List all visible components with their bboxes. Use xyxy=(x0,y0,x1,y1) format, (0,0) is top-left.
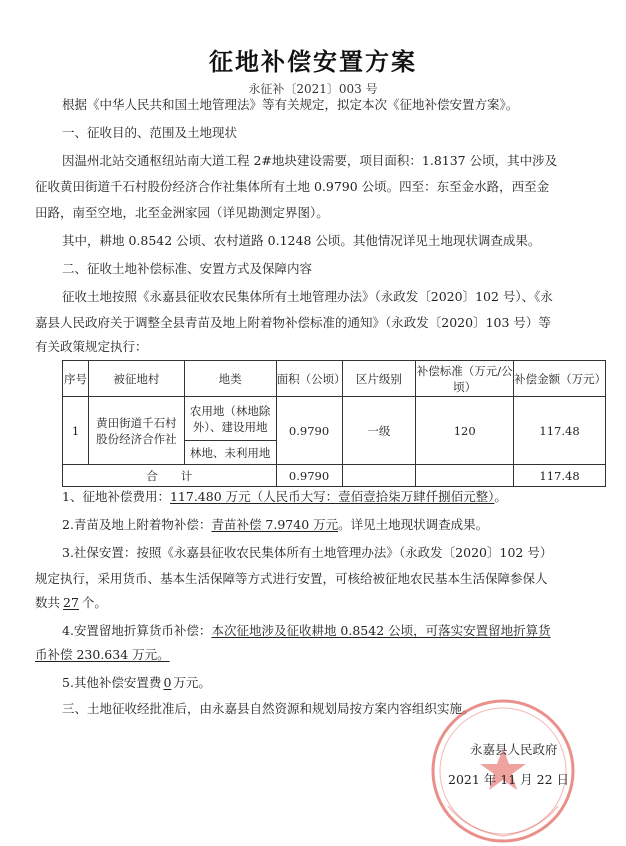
item2 xyxy=(62,512,488,538)
item2-label: 2.青苗及地上附着物补偿： xyxy=(62,517,212,532)
item2-suffix: 。详见土地现状调查成果。 xyxy=(338,517,489,532)
item4-line2 xyxy=(35,642,170,668)
cell-area: 0.9790 xyxy=(276,397,342,465)
cell-no: 1 xyxy=(63,397,89,465)
item3-prefix: 数共 xyxy=(35,595,61,610)
intro-paragraph: 根据《中华人民共和国土地管理法》等有关规定，拟定本次《征地补偿安置方案》。 xyxy=(62,97,519,112)
item5-value: 0 xyxy=(163,675,172,690)
table-header-row xyxy=(63,361,606,397)
item1-label: 1、征地补偿费用： xyxy=(62,489,170,504)
item4-line1 xyxy=(62,618,551,644)
item1 xyxy=(62,484,507,510)
section2-line2: 嘉县人民政府关于调整全县青苗及地上附着物补偿标准的通知》（永政发〔2020〕103 号）等 xyxy=(35,315,551,330)
signature-date: 2021 年 11 月 22 日 xyxy=(448,772,569,787)
cell-standard: 120 xyxy=(416,397,514,465)
item3-count: 27 xyxy=(63,595,79,610)
item1-suffix: 。 xyxy=(494,489,507,504)
cell-village: 黄田街道千石村股份经济合作社 xyxy=(88,397,184,465)
section1-line1: 因温州北站交通枢纽站南大道工程 2#地块建设需要，项目面积：1.8137 公顷，其中涉及 xyxy=(62,153,558,168)
item2-value: 青苗补偿 7.9740 万元 xyxy=(211,517,339,532)
header-land-type: 地类 xyxy=(184,361,276,397)
header-level: 区片级别 xyxy=(342,361,416,397)
item4-value-line1: 本次征地涉及征收耕地 0.8542 公顷，可落实安置留地折算货 xyxy=(211,623,551,638)
header-standard: 补偿标准（万元/公顷） xyxy=(416,361,514,397)
item5-suffix: 万元。 xyxy=(173,675,211,690)
item5-label: 5.其他补偿安置费 xyxy=(62,675,162,690)
section1-paragraph2: 其中，耕地 0.8542 公顷、农村道路 0.1248 公顷。其他情况详见土地现状调查成果。 xyxy=(62,233,541,248)
document-title: 征地补偿安置方案 xyxy=(209,47,417,76)
item3-line1: 3.社保安置：按照《永嘉县征收农民集体所有土地管理办法》（永政发〔2020〕102 号） xyxy=(62,545,553,560)
cell-land-type-b: 林地、未利用地 xyxy=(184,441,276,465)
section3-paragraph: 三、土地征收经批准后，由永嘉县自然资源和规划局按方案内容组织实施。 xyxy=(62,701,475,716)
item3-suffix: 个。 xyxy=(81,595,107,610)
header-village: 被征地村 xyxy=(88,361,184,397)
header-no: 序号 xyxy=(63,361,89,397)
item3-line2: 规定执行，采用货币、基本生活保障等方式进行安置，可核给被征地农民基本生活保障参保人 xyxy=(35,571,548,586)
item4-label: 4.安置留地折算货币补偿： xyxy=(62,623,212,638)
cell-land-type-a: 农用地（林地除外）、建设用地 xyxy=(184,397,276,441)
item5 xyxy=(62,670,211,696)
total-amount: 117.48 xyxy=(514,465,606,487)
section2-line1: 征收土地按照《永嘉县征收农民集体所有土地管理办法》（永政发〔2020〕102 号）、《永 xyxy=(62,289,553,304)
header-area: 面积（公顷） xyxy=(276,361,342,397)
section1-line3: 田路，南至空地，北至金洲家园（详见勘测定界图）。 xyxy=(35,205,329,220)
item3-line3 xyxy=(35,590,107,616)
compensation-table xyxy=(62,360,606,487)
header-amount: 补偿金额（万元） xyxy=(514,361,606,397)
total-label: 合 计 xyxy=(63,465,277,487)
document-number: 永征补〔2021〕003 号 xyxy=(248,82,378,96)
section1-line2: 征收黄田街道千石村股份经济合作社集体所有土地 0.9790 公顷。四至：东至金水路，西至金 xyxy=(35,179,550,194)
cell-amount: 117.48 xyxy=(514,397,606,465)
section2-line3: 有关政策规定执行： xyxy=(35,339,148,354)
table-row xyxy=(63,397,606,441)
section2-heading: 二、征收土地补偿标准、安置方式及保障内容 xyxy=(62,261,313,276)
total-area: 0.9790 xyxy=(276,465,342,487)
section1-heading: 一、征收目的、范围及土地现状 xyxy=(62,125,238,140)
item1-value: 117.480 万元（人民币大写：壹佰壹拾柒万肆仟捌佰元整） xyxy=(169,489,495,504)
cell-level: 一级 xyxy=(342,397,416,465)
item4-value-line2: 币补偿 230.634 万元。 xyxy=(35,647,170,662)
signature-org: 永嘉县人民政府 xyxy=(470,742,558,757)
